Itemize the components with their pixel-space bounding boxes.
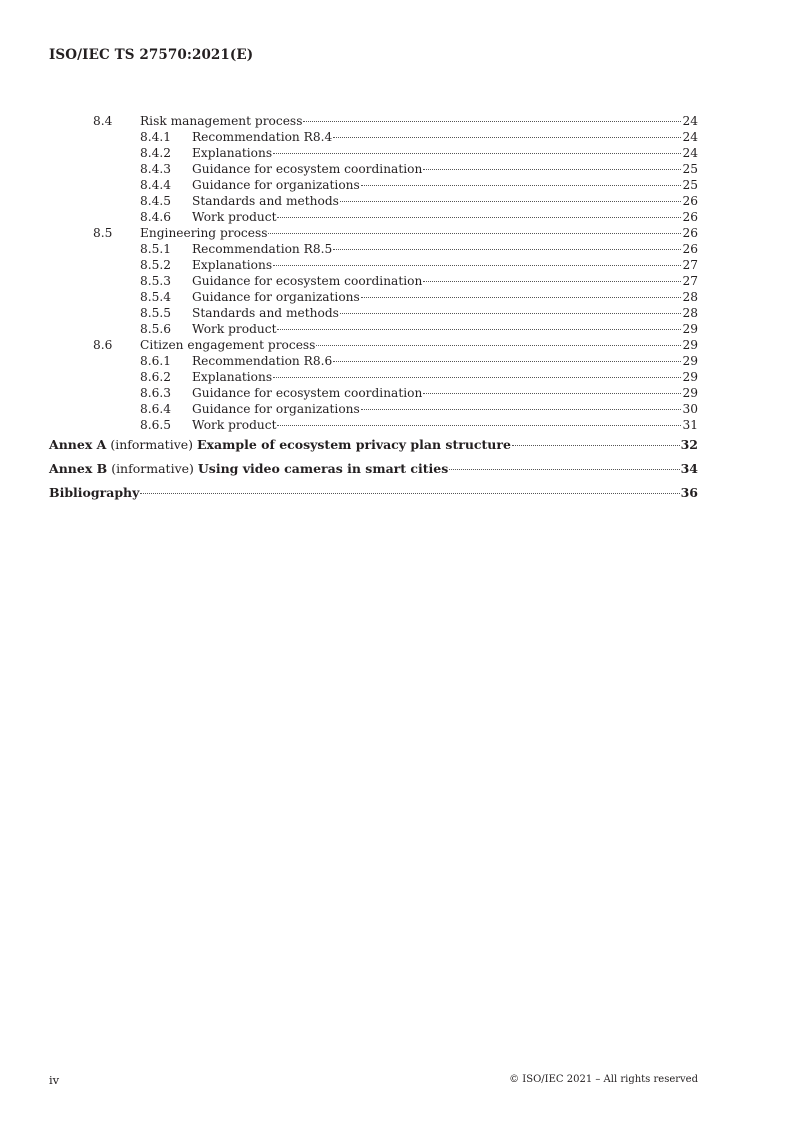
toc-entry-title: Guidance for organizations xyxy=(192,290,360,304)
annex-qualifier: (informative) xyxy=(111,461,194,476)
toc-entry-title: Engineering process xyxy=(140,226,268,240)
table-of-contents xyxy=(49,113,698,505)
toc-entry-page-number: 24 xyxy=(682,114,698,128)
toc-entry-page-number: 29 xyxy=(682,322,698,336)
annex-title: Using video cameras in smart cities xyxy=(197,461,449,476)
toc-entry-page-number: 25 xyxy=(682,178,698,192)
dot-leader xyxy=(361,409,682,410)
toc-entries-list xyxy=(49,113,698,433)
toc-entry-title: Work product xyxy=(192,418,277,432)
toc-entry-title: Recommendation R8.6 xyxy=(192,354,333,368)
toc-entry[interactable] xyxy=(49,401,698,417)
toc-entry-number: 8.5.6 xyxy=(140,322,172,336)
dot-leader xyxy=(273,153,681,154)
toc-entry-number: 8.6.3 xyxy=(140,386,172,400)
toc-entry-title: Risk management process xyxy=(140,114,303,128)
bibliography-title: Bibliography xyxy=(49,485,140,500)
toc-bibliography[interactable] xyxy=(49,485,698,505)
toc-entry[interactable] xyxy=(49,225,698,241)
toc-entry[interactable] xyxy=(49,353,698,369)
toc-entry[interactable] xyxy=(49,417,698,433)
dot-leader xyxy=(268,233,681,234)
toc-entry-number: 8.4.6 xyxy=(140,210,172,224)
toc-entry-page-number: 31 xyxy=(682,418,698,432)
toc-entry-title: Work product xyxy=(192,210,277,224)
toc-entry-page-number: 29 xyxy=(682,370,698,384)
toc-entry-title: Guidance for organizations xyxy=(192,402,360,416)
toc-entry-title: Explanations xyxy=(192,146,273,160)
toc-entry-page-number: 26 xyxy=(682,226,698,240)
toc-entry-title: Guidance for ecosystem coordination xyxy=(192,386,423,400)
toc-entry-number: 8.4.5 xyxy=(140,194,172,208)
bibliography-page-number: 36 xyxy=(680,485,698,500)
toc-entry[interactable] xyxy=(49,209,698,225)
dot-leader xyxy=(512,445,680,446)
toc-entry-page-number: 29 xyxy=(682,354,698,368)
dot-leader xyxy=(316,345,681,346)
toc-entry-number: 8.6.1 xyxy=(140,354,172,368)
toc-entry-title: Explanations xyxy=(192,370,273,384)
toc-annex-b[interactable] xyxy=(49,461,698,481)
dot-leader xyxy=(361,185,682,186)
toc-entry-title: Guidance for organizations xyxy=(192,178,360,192)
toc-entry-title: Explanations xyxy=(192,258,273,272)
dot-leader xyxy=(273,265,681,266)
toc-entry-title: Guidance for ecosystem coordination xyxy=(192,162,423,176)
toc-entry[interactable] xyxy=(49,321,698,337)
toc-entry-title: Recommendation R8.5 xyxy=(192,242,333,256)
toc-entry-page-number: 29 xyxy=(682,386,698,400)
toc-entry-number: 8.5 xyxy=(93,226,113,240)
toc-entry[interactable] xyxy=(49,241,698,257)
dot-leader xyxy=(340,313,682,314)
toc-entry-title: Citizen engagement process xyxy=(140,338,316,352)
footer-copyright: © ISO/IEC 2021 – All rights reserved xyxy=(509,1074,698,1085)
toc-entry[interactable] xyxy=(49,257,698,273)
toc-entry[interactable] xyxy=(49,129,698,145)
toc-entry-title: Work product xyxy=(192,322,277,336)
dot-leader xyxy=(449,469,679,470)
toc-entry-number: 8.5.4 xyxy=(140,290,172,304)
toc-entry[interactable] xyxy=(49,161,698,177)
toc-entry[interactable] xyxy=(49,385,698,401)
annex-page-number: 34 xyxy=(680,461,698,476)
toc-entry-number: 8.6.4 xyxy=(140,402,172,416)
toc-entry-number: 8.4.3 xyxy=(140,162,172,176)
dot-leader xyxy=(333,137,681,138)
toc-entry-number: 8.4 xyxy=(93,114,113,128)
dot-leader xyxy=(361,297,682,298)
toc-entry-page-number: 27 xyxy=(682,274,698,288)
toc-entry-title: Standards and methods xyxy=(192,306,339,320)
toc-entry-page-number: 28 xyxy=(682,306,698,320)
toc-entry-number: 8.5.1 xyxy=(140,242,172,256)
toc-entry-page-number: 28 xyxy=(682,290,698,304)
footer-page-number: iv xyxy=(49,1073,60,1087)
toc-entry-number: 8.4.4 xyxy=(140,178,172,192)
annex-qualifier: (informative) xyxy=(110,437,194,452)
toc-entry[interactable] xyxy=(49,273,698,289)
dot-leader xyxy=(340,201,682,202)
toc-entry-page-number: 26 xyxy=(682,210,698,224)
toc-entry[interactable] xyxy=(49,113,698,129)
dot-leader xyxy=(423,169,681,170)
toc-entry-page-number: 24 xyxy=(682,146,698,160)
toc-entry-title: Standards and methods xyxy=(192,194,339,208)
dot-leader xyxy=(273,377,681,378)
annex-label: Annex B xyxy=(49,461,108,476)
toc-entry-page-number: 30 xyxy=(682,402,698,416)
toc-entry-page-number: 26 xyxy=(682,242,698,256)
toc-entry-page-number: 29 xyxy=(682,338,698,352)
toc-entry[interactable] xyxy=(49,289,698,305)
toc-entry-page-number: 26 xyxy=(682,194,698,208)
toc-entry-page-number: 27 xyxy=(682,258,698,272)
toc-entry-title: Guidance for ecosystem coordination xyxy=(192,274,423,288)
toc-entry-page-number: 24 xyxy=(682,130,698,144)
toc-entry[interactable] xyxy=(49,177,698,193)
toc-entry-number: 8.5.3 xyxy=(140,274,172,288)
toc-entry-page-number: 25 xyxy=(682,162,698,176)
annex-label: Annex A xyxy=(49,437,107,452)
toc-entry-number: 8.4.1 xyxy=(140,130,172,144)
dot-leader xyxy=(333,249,681,250)
toc-entry-number: 8.4.2 xyxy=(140,146,172,160)
annex-page-number: 32 xyxy=(680,437,698,452)
toc-entry-number: 8.6 xyxy=(93,338,113,352)
toc-entry[interactable] xyxy=(49,337,698,353)
dot-leader xyxy=(277,217,681,218)
toc-entry-number: 8.5.2 xyxy=(140,258,172,272)
toc-annex-a[interactable] xyxy=(49,437,698,457)
dot-leader xyxy=(303,121,681,122)
dot-leader xyxy=(140,493,679,494)
toc-entry[interactable] xyxy=(49,305,698,321)
toc-entry[interactable] xyxy=(49,193,698,209)
dot-leader xyxy=(277,425,681,426)
toc-entry[interactable] xyxy=(49,369,698,385)
annex-title: Example of ecosystem privacy plan structure xyxy=(197,437,511,452)
toc-entry[interactable] xyxy=(49,145,698,161)
dot-leader xyxy=(277,329,681,330)
document-header-id: ISO/IEC TS 27570:2021(E) xyxy=(49,47,254,63)
dot-leader xyxy=(423,393,681,394)
dot-leader xyxy=(423,281,681,282)
toc-entry-number: 8.6.2 xyxy=(140,370,172,384)
toc-entry-title: Recommendation R8.4 xyxy=(192,130,333,144)
toc-entry-number: 8.5.5 xyxy=(140,306,172,320)
toc-entry-number: 8.6.5 xyxy=(140,418,172,432)
dot-leader xyxy=(333,361,681,362)
